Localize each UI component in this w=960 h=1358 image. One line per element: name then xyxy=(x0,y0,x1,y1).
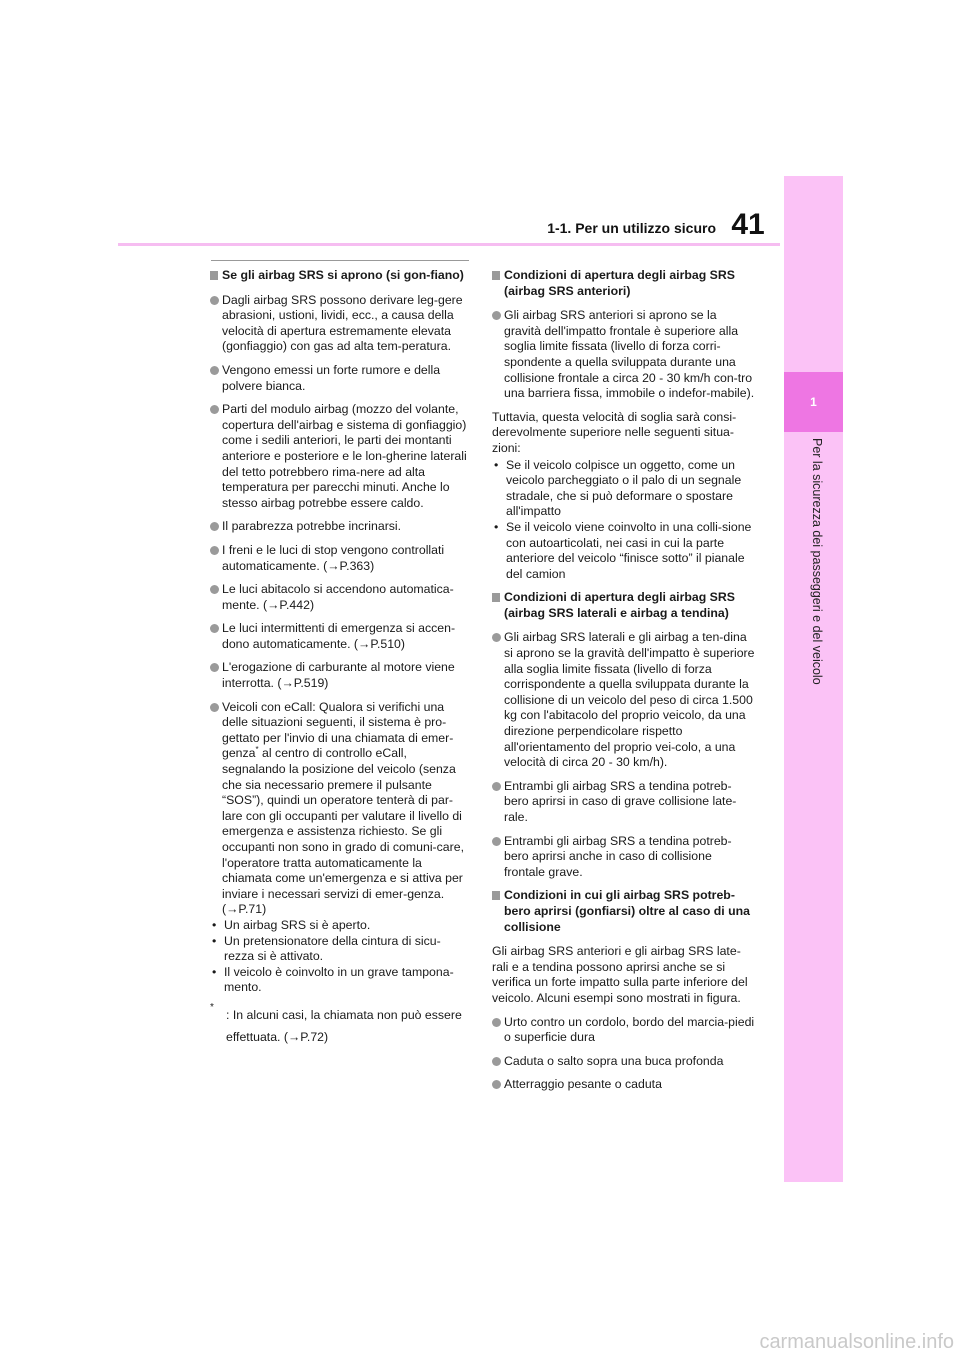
round-bullet-icon xyxy=(210,663,219,672)
round-bullet-icon xyxy=(210,546,219,555)
round-bullet-icon xyxy=(492,633,501,642)
chapter-number: 1 xyxy=(784,372,843,432)
footnote: * : In alcuni casi, la chiamata non può essere effettuata. (→P.72) xyxy=(210,1001,462,1044)
list-item: Caduta o salto sopra una buca profonda xyxy=(492,1054,756,1070)
list-item: Gli airbag SRS anteriori si aprono se la gravità dell'impatto frontale è superiore alla soglia limite fissata (livello di forza corri-spondente a quella sviluppata durante una collisione frontale a circa 20 - 30 km/h con-tro una barriera fissa, immobile o indefor-mabile). xyxy=(492,308,756,402)
list-item: Entrambi gli airbag SRS a tendina potreb-bero aprirsi anche in caso di collisione frontale grave. xyxy=(492,834,756,881)
list-item: Entrambi gli airbag SRS a tendina potreb-bero aprirsi in caso di grave collisione late-rale. xyxy=(492,779,756,826)
chapter-title: Per la sicurezza dei passeggeri e del veicolo xyxy=(810,438,824,685)
list-item: Le luci abitacolo si accendono automatica-mente. (→P.442) xyxy=(210,582,470,613)
paragraph: Gli airbag SRS anteriori e gli airbag SRS late-rali e a tendina possono aprirsi anche se si verifica un forte impatto sulla parte inferiore del veicolo. Alcuni esempi sono mostrati in figura. xyxy=(492,944,748,1005)
column-top-rule xyxy=(211,260,469,261)
list-item: Vengono emessi un forte rumore e della polvere bianca. xyxy=(210,363,470,394)
list-item: Gli airbag SRS laterali e gli airbag a ten-dina si aprono se la gravità dell'impatto è superiore alla soglia limite fissata (livello di forza corrispondente a quella sviluppata durante la collisione di un veicolo del peso di circa 1.500 kg con l'abitacolo del proprio veicolo, da una direzione perpendicolare rispetto all'orientamento del proprio vei-colo, a una velocità di circa 20 - 30 km/h). xyxy=(492,630,756,770)
round-bullet-icon xyxy=(492,837,501,846)
list-item: Il parabrezza potrebbe incrinarsi. xyxy=(210,519,470,535)
round-bullet-icon xyxy=(492,782,501,791)
ecall-item: Veicoli con eCall: Qualora si verifichi una delle situazioni seguenti, il sistema è pro-gettato per l'invio di una chiamata di emer-genza* al centro di controllo eCall, segnalando la posizione del veicolo (senza che sia necessario premere il pulsante “SOS”), quindi un operatore tenterà di par-lare con gli occupanti per valutare il livello di emergenza e assistenza richiesto. Se gli occupanti non sono in grado di comuni-care, l'operatore tratta automaticamente la chiamata come un'emergenza e si attiva per inviare i necessari servizi di emer-genza. (→P.71) xyxy=(210,700,470,918)
left-column xyxy=(210,268,470,1048)
list-item: Dagli airbag SRS possono derivare leg-gere abrasioni, ustioni, lividi, ecc., a causa della velocità di apertura estremamente elevata (gonfiaggio) con gas ad alta tem-peratura. xyxy=(210,293,470,355)
round-bullet-icon xyxy=(492,311,501,320)
list-item: I freni e le luci di stop vengono controllati automaticamente. (→P.363) xyxy=(210,543,470,574)
section-heading: Condizioni in cui gli airbag SRS potreb-bero aprirsi (gonfiarsi) oltre al caso di una collisione xyxy=(492,888,756,935)
list-item: Parti del modulo airbag (mozzo del volante, copertura dell'airbag e sistema di gonfiaggio) come i sedili anteriori, le parti dei montanti anteriore e posteriore e le lon-gherine laterali del tetto potrebbero rima-nere ad alta temperatura per parecchi minuti. Anche lo stesso airbag potrebbe essere caldo. xyxy=(210,402,470,511)
round-bullet-icon xyxy=(492,1080,501,1089)
list-item: Atterraggio pesante o caduta xyxy=(492,1077,756,1093)
sub-item: • Se il veicolo viene coinvolto in una colli-sione con autoarticolati, nei casi in cui la parte anteriore del veicolo “finisce sotto” il pianale del camion xyxy=(494,519,752,581)
round-bullet-icon xyxy=(492,1057,501,1066)
round-bullet-icon xyxy=(210,296,219,305)
sub-item: • Un pretensionatore della cintura di sicu-rezza si è attivato. xyxy=(212,933,441,964)
list-item: Le luci intermittenti di emergenza si accen-dono automaticamente. (→P.510) xyxy=(210,621,470,652)
right-column xyxy=(492,268,756,1101)
ecall-conditions xyxy=(210,918,470,996)
round-bullet-icon xyxy=(210,703,219,712)
round-bullet-icon xyxy=(210,624,219,633)
round-bullet-icon xyxy=(210,522,219,531)
square-bullet-icon xyxy=(492,271,500,280)
list-item: Urto contro un cordolo, bordo del marcia-piedi o superficie dura xyxy=(492,1015,756,1046)
round-bullet-icon xyxy=(210,366,219,375)
list-item: L'erogazione di carburante al motore viene interrotta. (→P.519) xyxy=(210,660,470,691)
sub-item: • Se il veicolo colpisce un oggetto, come un veicolo parcheggiato o il palo di un segnale stradale, che si può deformare o spostare all'impatto xyxy=(494,457,742,519)
section-title: 1-1. Per un utilizzo sicuro xyxy=(547,220,716,236)
section-heading: Condizioni di apertura degli airbag SRS (airbag SRS laterali e airbag a tendina) xyxy=(492,590,756,621)
square-bullet-icon xyxy=(492,891,500,900)
page-number: 41 xyxy=(731,208,765,241)
round-bullet-icon xyxy=(210,405,219,414)
paragraph: Tuttavia, questa velocità di soglia sarà consi-derevolmente superiore nelle seguenti situa-zioni: xyxy=(492,409,737,455)
header-rule xyxy=(118,243,780,246)
sub-item: • Il veicolo è coinvolto in un grave tampona-mento. xyxy=(212,964,454,995)
footnote-marker: * xyxy=(255,745,259,755)
watermark: carmanualsonline.info xyxy=(759,1331,954,1353)
square-bullet-icon xyxy=(210,271,218,280)
round-bullet-icon xyxy=(492,1018,501,1027)
sub-item: • Un airbag SRS si è aperto. xyxy=(212,917,371,932)
threshold-conditions xyxy=(492,458,756,583)
round-bullet-icon xyxy=(210,585,219,594)
section-heading: Se gli airbag SRS si aprono (si gon-fiano) xyxy=(210,268,470,284)
square-bullet-icon xyxy=(492,593,500,602)
section-heading: Condizioni di apertura degli airbag SRS (airbag SRS anteriori) xyxy=(492,268,756,299)
